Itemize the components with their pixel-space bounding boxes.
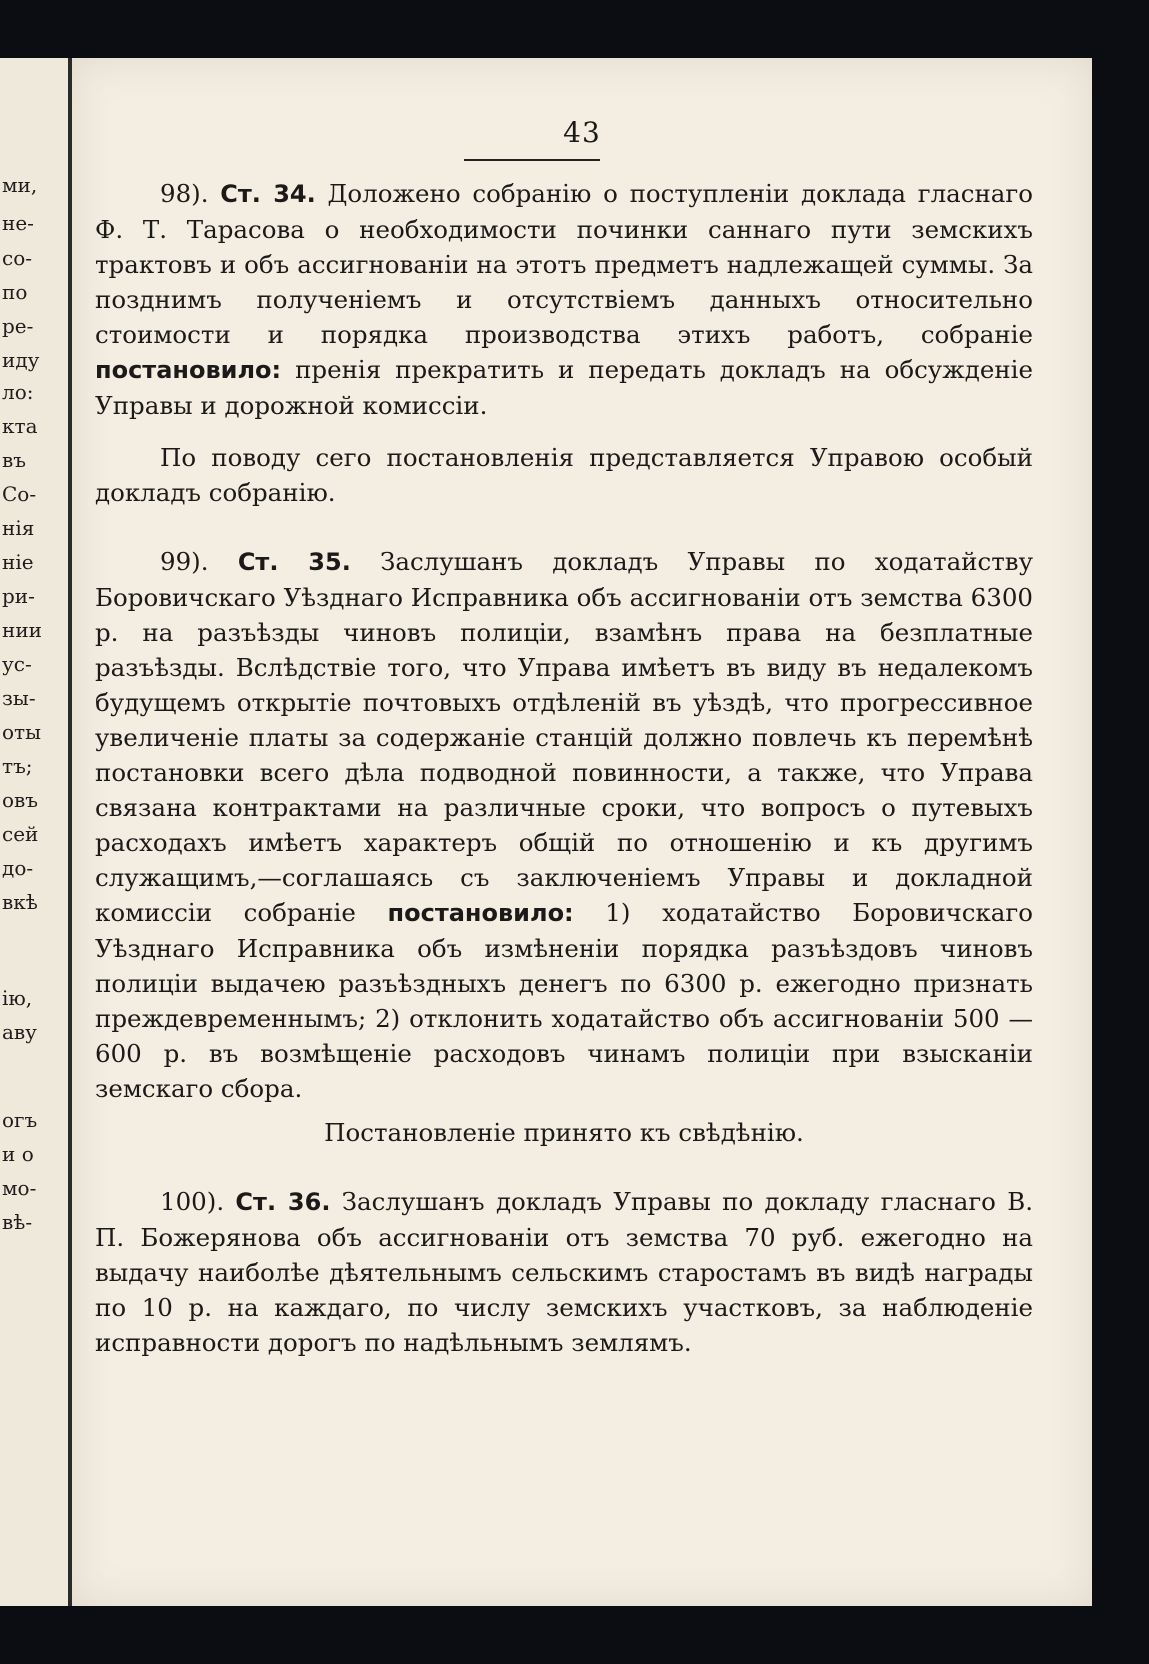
- left-page-fragment: оты: [2, 720, 42, 744]
- left-page-fragment: до-: [2, 856, 34, 880]
- left-page-fragment: ре-: [2, 314, 34, 338]
- left-page-fragment: ус-: [2, 652, 32, 676]
- left-page-fragment: и о: [2, 1142, 34, 1166]
- item-number: 98).: [160, 179, 209, 208]
- decision-keyword: постановило:: [387, 899, 574, 927]
- left-page-fragment: не-: [2, 211, 34, 235]
- page-number: 43: [563, 116, 601, 149]
- paragraph-100: [95, 1184, 1033, 1360]
- book-page: [72, 58, 1092, 1606]
- left-page-fragment: ри-: [2, 584, 35, 608]
- left-page-fragment: ло:: [2, 380, 34, 404]
- article-ref: Ст. 34.: [220, 180, 316, 208]
- left-page-fragment: мо-: [2, 1176, 37, 1200]
- left-page-fragment: Co-: [2, 482, 37, 506]
- left-page-fragment: по: [2, 280, 28, 304]
- left-page-fragment: ми,: [2, 173, 38, 197]
- decision-keyword: постановило:: [95, 356, 282, 384]
- paragraph-text: Заслушанъ докладъ Управы по ходатайству Боровичскаго Уѣзднаго Исправника объ ассигнованіи отъ земства 6300 р. на разъѣзды чиновъ полиціи, взамѣнъ права на безплатные разъѣзды. Вслѣдствіе того, что Управа имѣетъ въ виду въ недалекомъ будущемъ открытіе почтовыхъ отдѣленій въ уѣздѣ, что прогрессивное увеличеніе платы за содержаніе станцій должно повлечь къ перемѣнѣ постановки всего дѣла подводной повинности, а также, что Управа связана контрактами на различные сроки, что вопросъ о путевыхъ расходахъ имѣетъ характеръ общій по отношенію и къ другимъ служащимъ,—соглашаясь съ заключеніемъ Управы и докладной комиссіи собраніе: [95, 547, 1033, 927]
- left-page-fragment: вѣ-: [2, 1210, 33, 1234]
- paragraph-text: Доложено собранію о поступленіи доклада гласнаго Ф. Т. Тарасова о необходимости починки саннаго пути земскихъ трактовъ и объ ассигнованіи на этотъ предметъ надлежащей суммы. За позднимъ полученіемъ и отсутствіемъ данныхъ относительно стоимости и порядка производства этихъ работъ, собраніе: [95, 179, 1033, 349]
- paragraph-tail: 1) ходатайство Боровичскаго Уѣзднаго Исправника объ измѣненіи порядка разъѣздовъ чиновъ полиціи выдачею разъѣздныхъ денегъ по 6300 р. ежегодно признать преждевременнымъ; 2) отклонить ходатайство объ ассигнованіи 500 — 600 р. въ возмѣщеніе расходовъ чинамъ полиціи при взысканіи земскаго сбора.: [95, 898, 1034, 1103]
- left-page-fragment: нии: [2, 618, 42, 642]
- left-page-fragment: зы-: [2, 686, 36, 710]
- left-page-fragment: огъ: [2, 1108, 38, 1132]
- article-ref: Ст. 36.: [235, 1188, 331, 1216]
- note-paragraph: Постановленіе принято къ свѣдѣнію.: [324, 1118, 804, 1147]
- left-page-fragment: овъ: [2, 788, 39, 812]
- article-ref: Ст. 35.: [237, 548, 351, 576]
- paragraph-tail: пренія прекратить и передать докладъ на обсужденіе Управы и дорожной комиссіи.: [95, 355, 1033, 420]
- left-page-fragment: иду: [2, 348, 40, 372]
- page-edge: [1092, 58, 1149, 1606]
- paragraph-text: Заслушанъ докладъ Управы по докладу гласнаго В. П. Божерянова объ ассигнованіи отъ земства 70 руб. ежегодно на выдачу наиболѣе дѣятельнымъ сельскимъ старостамъ въ видѣ награды по 10 р. на каждаго, по числу земскихъ участковъ, за наблюденіе исправности дорогъ по надѣльнымъ землямъ.: [95, 1187, 1033, 1357]
- note-paragraph: По поводу сего постановленія представляется Управою особый докладъ собранію.: [95, 443, 1033, 507]
- left-page-fragment: вкѣ: [2, 890, 38, 914]
- paragraph-99: [95, 544, 1033, 1106]
- left-page-fragment: ніе: [2, 550, 34, 574]
- left-page-fragment: въ: [2, 448, 26, 472]
- left-page-margin: [0, 58, 71, 1606]
- left-page-fragment: сей: [2, 822, 39, 846]
- left-page-fragment: со-: [2, 246, 32, 270]
- left-page-fragment: тъ;: [2, 754, 33, 778]
- item-number: 100).: [160, 1187, 225, 1216]
- left-page-fragment: нія: [2, 516, 35, 540]
- left-page-fragment: кта: [2, 414, 38, 438]
- left-page-fragment: ію,: [2, 986, 33, 1010]
- item-number: 99).: [160, 547, 209, 576]
- page-number-rule: [464, 159, 600, 161]
- paragraph-98: [95, 176, 1033, 423]
- left-page-fragment: аву: [2, 1020, 37, 1044]
